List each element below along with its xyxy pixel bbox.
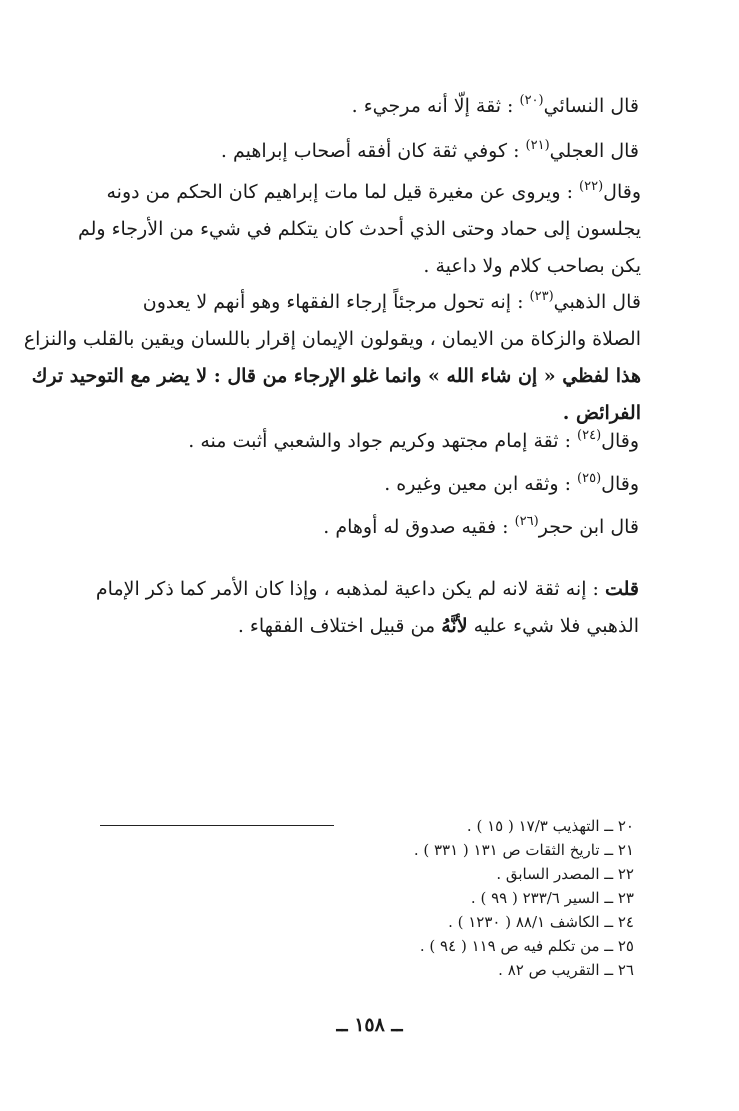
qultu-label: قلت: [604, 578, 639, 600]
para-text: من قبيل اختلاف الفقهاء .: [237, 615, 442, 637]
paragraph-nasai: [69, 88, 639, 125]
para-text: : وثقه ابن معين وغيره .: [384, 473, 578, 495]
paragraph-qala-22: [67, 174, 641, 285]
para-line: الصلاة والزكاة من الايمان ، ويقولون الإيمان إقرار باللسان ويقين بالقلب والنزاع: [23, 328, 641, 350]
para-text: وقال: [601, 430, 639, 452]
footnote-ref: (٢٢): [579, 179, 604, 194]
para-text: : كوفي ثقة كان أفقه أصحاب إبراهيم .: [220, 140, 526, 162]
para-text: : فقيه صدوق له أوهام .: [323, 516, 515, 538]
para-line: الفرائض .: [562, 402, 641, 424]
para-text: وقال: [603, 181, 641, 203]
para-text: قال الذهبي: [553, 291, 641, 313]
para-line: يكن بصاحب كلام ولا داعية .: [423, 255, 641, 277]
footnote-ref: (٢٦): [514, 514, 539, 529]
footnote-ref: (٢٣): [529, 289, 554, 304]
para-text: : ويروى عن مغيرة قيل لما مات إبراهيم كان الحكم من دونه: [106, 181, 580, 203]
footnote-item: ٢٣ ــ السير ٢٣٣/٦ ( ٩٩ ) .: [470, 889, 634, 907]
para-text: : إنه تحول مرجئاً إرجاء الفقهاء وهو أنهم لا يعدون: [142, 291, 530, 313]
footnote-item: ٢٠ ــ التهذيب ١٧/٣ ( ١٥ ) .: [466, 817, 634, 835]
para-text: قال العجلي: [549, 140, 639, 162]
footnote-ref: (٢٤): [577, 428, 602, 443]
para-line: هذا لفظي « إن شاء الله » وانما غلو الإرجاء من قال : لا يضر مع التوحيد ترك: [31, 365, 641, 387]
footnote-ref: (٢٠): [519, 93, 544, 108]
paragraph-qala-25: [69, 466, 639, 503]
page-number: ــ ١٥٨ ــ: [336, 1014, 403, 1036]
paragraph-qultu: [67, 571, 639, 645]
paragraph-ijli: [69, 133, 639, 170]
footnote-item: ٢٥ ــ من تكلم فيه ص ١١٩ ( ٩٤ ) .: [419, 937, 634, 955]
paragraph-dhahabi: [23, 284, 641, 432]
para-bold-word: لأنَّهُ: [441, 615, 468, 637]
para-text: : ثقة إمام مجتهد وكريم جواد والشعبي أثبت منه .: [188, 430, 578, 452]
para-line: يجلسون إلى حماد وحتى الذي أحدث كان يتكلم في شيء من الأرجاء ولم: [77, 218, 641, 240]
footnote-ref: (٢١): [525, 138, 550, 153]
footnote-item: ٢٢ ــ المصدر السابق .: [496, 865, 634, 883]
para-text: وقال: [601, 473, 639, 495]
paragraph-ibn-hajar: [69, 509, 639, 546]
footnote-item: ٢٦ ــ التقريب ص ٨٢ .: [498, 961, 634, 979]
para-text: قال النسائي: [543, 95, 639, 117]
para-text: قال ابن حجر: [538, 516, 639, 538]
para-text: الذهبي فلا شيء عليه: [467, 615, 639, 637]
footnote-item: ٢١ ــ تاريخ الثقات ص ١٣١ ( ٣٣١ ) .: [413, 841, 634, 859]
footnote-ref: (٢٥): [577, 471, 602, 486]
footnote-item: ٢٤ ــ الكاشف ٨٨/١ ( ١٢٣٠ ) .: [448, 913, 634, 931]
footnotes: [274, 814, 634, 982]
paragraph-qala-24: [69, 423, 639, 460]
para-text: : ثقة إلّا أنه مرجيء .: [351, 95, 520, 117]
para-text: : إنه ثقة لانه لم يكن داعية لمذهبه ، وإذا كان الأمر كما ذكر الإمام: [95, 578, 605, 600]
